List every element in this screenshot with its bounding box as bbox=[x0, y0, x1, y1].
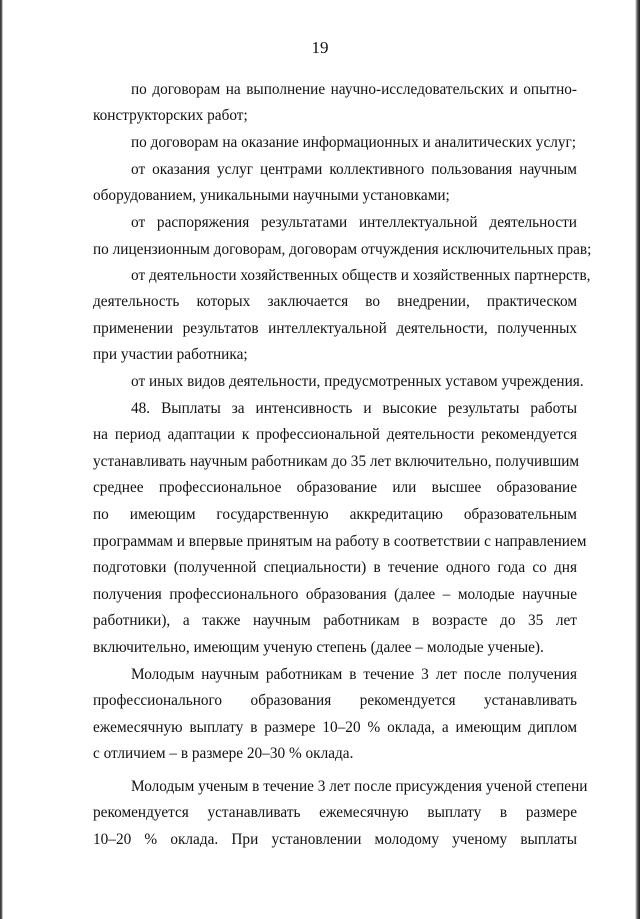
text-line: конструкторских работ; bbox=[93, 107, 248, 124]
text-line: ежемесячную выплату в размере 10–20 % оклада, а имеющим диплом bbox=[93, 719, 577, 736]
text-line: 48. Выплаты за интенсивность и высокие результаты работы bbox=[131, 400, 577, 417]
text-line: по имеющим государственную аккредитацию образовательным bbox=[93, 506, 577, 523]
text-line: от иных видов деятельности, предусмотренных уставом учреждения. bbox=[131, 373, 584, 390]
text-line: от оказания услуг центрами коллективного пользования научным bbox=[131, 161, 577, 178]
text-line: профессионального образования рекомендуется устанавливать bbox=[93, 692, 577, 709]
text-line: деятельность которых заключается во внедрении, практическом bbox=[93, 293, 577, 310]
text-line: от деятельности хозяйственных обществ и хозяйственных партнерств, bbox=[131, 267, 591, 284]
text-line: на период адаптации к профессиональной деятельности рекомендуется bbox=[93, 426, 577, 443]
text-line: Молодым ученым в течение 3 лет после присуждения ученой степени bbox=[131, 778, 588, 795]
text-line: Молодым научным работникам в течение 3 лет после получения bbox=[131, 666, 577, 683]
text-line: от распоряжения результатами интеллектуальной деятельности bbox=[131, 214, 577, 231]
text-line: по договорам на выполнение научно-исследовательских и опытно- bbox=[131, 81, 577, 98]
text-line: по лицензионным договорам, договорам отчуждения исключительных прав; bbox=[93, 241, 592, 258]
text-line: при участии работника; bbox=[93, 346, 248, 363]
scan-edge-right bbox=[635, 0, 640, 919]
text-line: по договорам на оказание информационных и аналитических услуг; bbox=[131, 134, 577, 151]
text-line: среднее профессиональное образование или высшее образование bbox=[93, 479, 577, 496]
text-line: рекомендуется устанавливать ежемесячную выплату в размере bbox=[93, 804, 577, 821]
text-line: включительно, имеющим ученую степень (далее – молодые ученые). bbox=[93, 639, 544, 656]
text-line: устанавливать научным работникам до 35 лет включительно, получившим bbox=[93, 453, 580, 470]
text-line: оборудованием, уникальными научными установками; bbox=[93, 187, 450, 204]
page-number: 19 bbox=[311, 38, 329, 57]
text-line: применении результатов интеллектуальной деятельности, полученных bbox=[93, 320, 577, 337]
scan-edge-left bbox=[0, 0, 3, 919]
text-line: подготовки (полученной специальности) в течение одного года со дня bbox=[93, 559, 577, 576]
text-line: получения профессионального образования (далее – молодые научные bbox=[93, 586, 577, 603]
text-line: программам и впервые принятым на работу в соответствии с направлением bbox=[93, 533, 587, 550]
text-line: 10–20 % оклада. При установлении молодому ученому выплаты bbox=[93, 831, 577, 848]
text-line: с отличием – в размере 20–30 % оклада. bbox=[93, 745, 354, 762]
text-line: работники), а также научным работникам в возрасте до 35 лет bbox=[93, 612, 577, 629]
